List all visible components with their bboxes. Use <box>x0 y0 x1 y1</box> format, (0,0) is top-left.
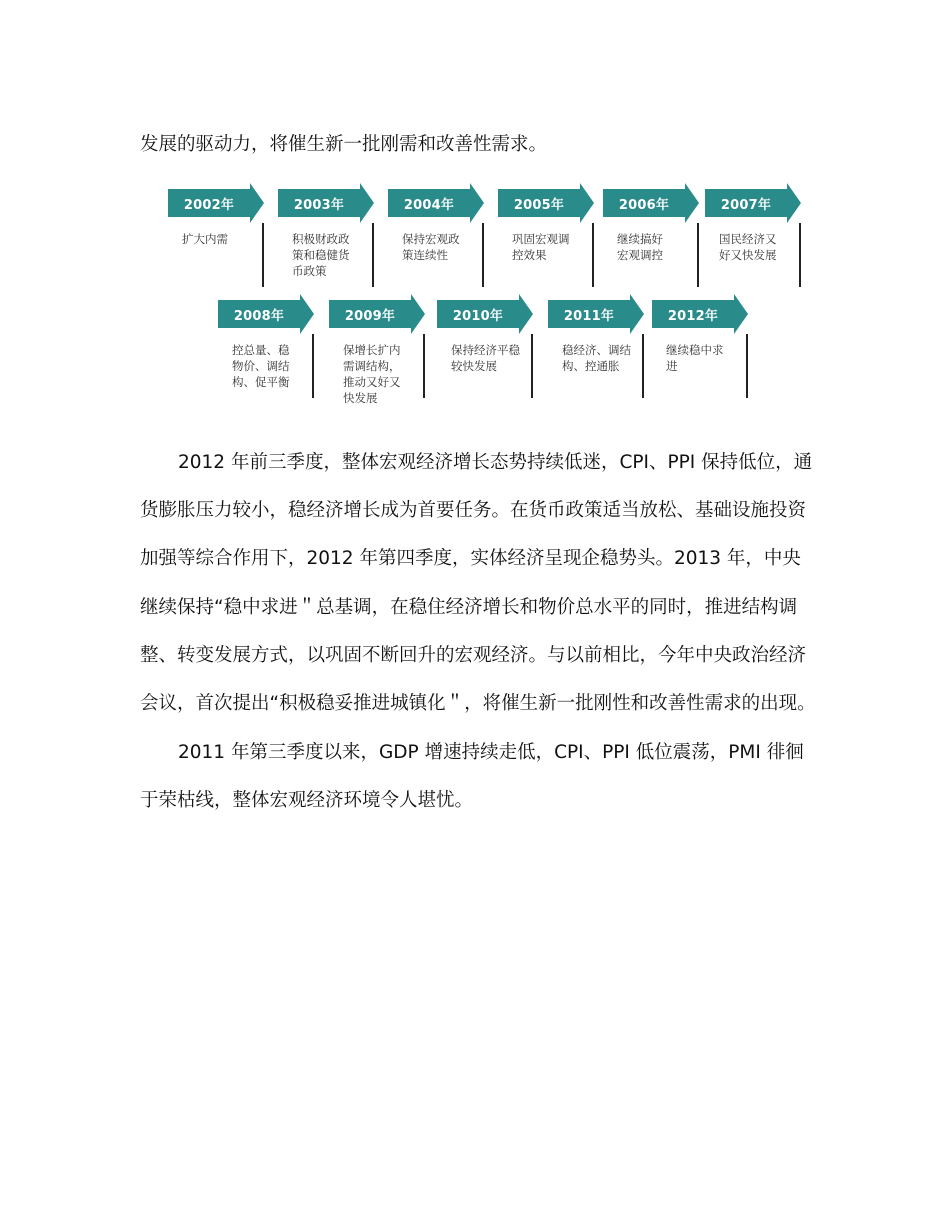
intro-line: 发展的驱动力，将催生新一批刚需和改善性需求。 <box>140 134 548 155</box>
timeline-divider <box>746 334 748 398</box>
timeline-divider <box>592 223 594 287</box>
paragraph-2-line: 于荣枯线，整体宏观经济环境令人堪忧。 <box>140 790 474 811</box>
paragraph-1-line: 继续保持“稳中求进＂总基调，在稳住经济增长和物价总水平的同时，推进结构调 <box>140 597 798 618</box>
timeline-year: 2009年 <box>344 309 396 324</box>
timeline-year: 2012年 <box>667 309 719 324</box>
paragraph-1-line: 加强等综合作用下，2012 年第四季度，实体经济呈现企稳势头。2013 年，中央 <box>140 548 801 569</box>
timeline-year: 2004年 <box>403 198 455 213</box>
policy-timeline <box>168 183 808 418</box>
timeline-divider <box>642 334 644 398</box>
paragraph-1-line: 货膨胀压力较小，稳经济增长成为首要任务。在货币政策适当放松、基础设施投资 <box>140 500 807 521</box>
timeline-desc: 继续稳中求 进 <box>666 343 724 373</box>
timeline-desc: 继续搞好 宏观调控 <box>617 232 663 262</box>
timeline-divider <box>799 223 801 287</box>
timeline-desc: 控总量、稳 物价、调结 构、促平衡 <box>232 343 290 389</box>
timeline-year: 2010年 <box>452 309 504 324</box>
timeline-divider <box>312 334 314 398</box>
timeline-desc: 扩大内需 <box>182 232 228 246</box>
timeline-year: 2003年 <box>293 198 345 213</box>
timeline-desc: 积极财政政 策和稳健货 币政策 <box>292 232 350 278</box>
paragraph-1-line: 会议，首次提出“积极稳妥推进城镇化＂，将催生新一批刚性和改善性需求的出现。 <box>140 693 816 714</box>
timeline-desc: 保增长扩内 需调结构， 推动又好又 快发展 <box>343 343 401 405</box>
timeline-year: 2006年 <box>618 198 670 213</box>
timeline-divider <box>697 223 699 287</box>
timeline-year: 2005年 <box>513 198 565 213</box>
paragraph-1-line: 2012 年前三季度，整体宏观经济增长态势持续低迷，CPI、PPI 保持低位，通 <box>178 452 813 473</box>
timeline-divider <box>482 223 484 287</box>
timeline-desc: 国民经济又 好又快发展 <box>719 232 777 262</box>
timeline-divider <box>262 223 264 287</box>
paragraph-1-line: 整、转变发展方式，以巩固不断回升的宏观经济。与以前相比，今年中央政治经济 <box>140 645 807 666</box>
timeline-divider <box>423 334 425 398</box>
timeline-year: 2007年 <box>720 198 772 213</box>
timeline-divider <box>531 334 533 398</box>
timeline-desc: 巩固宏观调 控效果 <box>512 232 570 262</box>
timeline-desc: 保持经济平稳 较快发展 <box>451 343 520 373</box>
timeline-year: 2002年 <box>183 198 235 213</box>
timeline-divider <box>372 223 374 287</box>
timeline-desc: 稳经济、调结 构、控通胀 <box>562 343 631 373</box>
timeline-desc: 保持宏观政 策连续性 <box>402 232 460 262</box>
timeline-year: 2011年 <box>563 309 615 324</box>
paragraph-2-line: 2011 年第三季度以来，GDP 增速持续走低，CPI、PPI 低位震荡，PMI 徘徊 <box>178 742 804 763</box>
timeline-year: 2008年 <box>233 309 285 324</box>
